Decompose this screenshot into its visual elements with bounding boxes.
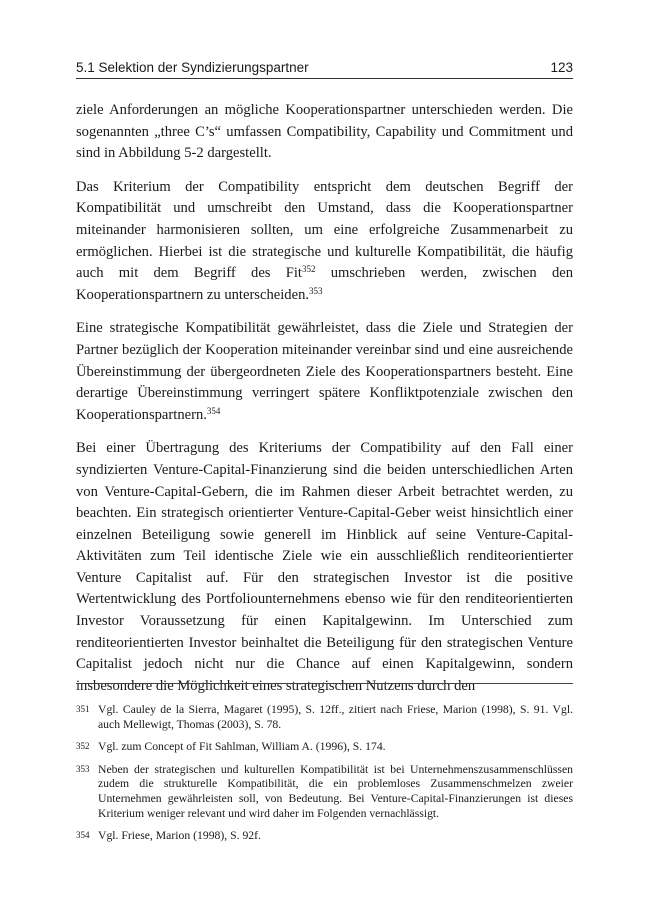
- paragraph: Eine strategische Kompatibilität gewährleistet, dass die Ziele und Strategien der Partner bezüglich der Kooperation miteinander vereinbar sind und eine ausreichende Übereinstimmung der übergeordneten Ziele des Kooperationspartners besteht. Eine derartige Übereinstimmung verringert spätere Konfliktpotenziale zwischen den Kooperationspartnern.$^{354}$: [76, 320, 573, 423]
- footnote-text: Vgl. Friese, Marion (1998), S. 92f.: [98, 829, 261, 843]
- footnote-ref[interactable]: 354: [206, 405, 221, 416]
- footnote: [76, 829, 573, 844]
- footnote-number: 354: [76, 830, 90, 841]
- footnote-number: 352: [76, 741, 90, 752]
- section-title: 5.1 Selektion der Syndizierungspartner: [76, 60, 309, 75]
- paragraph: Das Kriterium der Compatibility entspricht dem deutschen Begriff der Kompatibilität und umschreibt den Umstand, dass die Kooperationspartner miteinander harmonisieren sollten, um eine erfolgreiche Zusammenarbeit zu ermöglichen. Hierbei ist die strategische und kulturelle Kompatibilität, die häufig auch mit dem Begriff des Fit$^{352}$ umschrieben werden, zwischen den Kooperationspartnern zu unterscheiden.$^{353}$: [76, 178, 574, 303]
- footnotes: [76, 703, 573, 852]
- footnote-separator: [76, 683, 573, 684]
- body-text: [76, 100, 573, 709]
- footnote-text: Vgl. Cauley de la Sierra, Magaret (1995), S. 12ff., zitiert nach Friese, Marion (1998), S. 91. Vgl. auch Mellewigt, Thomas (2003), S. 78.: [98, 703, 573, 731]
- footnote: [76, 740, 573, 755]
- footnote-number: 351: [76, 704, 90, 714]
- running-header: [76, 60, 573, 79]
- footnote: [76, 703, 573, 732]
- footnote: [76, 763, 573, 821]
- footnote-text: Vgl. zum Concept of Fit Sahlman, William A. (1996), S. 174.: [98, 740, 386, 754]
- page-number: 123: [550, 60, 573, 75]
- footnote-number: 353: [76, 763, 90, 774]
- footnote-ref[interactable]: 353: [309, 285, 323, 296]
- footnote-ref[interactable]: 352: [301, 264, 316, 275]
- paragraph: Bei einer Übertragung des Kriteriums der Compatibility auf den Fall einer syndizierten Venture-Capital-Finanzierung sind die beiden unterschiedlichen Arten von Venture-Capital-Gebern, die im Rahmen dieser Arbeit betrachtet werden, zu beachten. Ein strategisch orientierter Venture-Capital-Geber weist hinsichtlich einer einzelnen Beteiligung sowie generell im Hinblick auf seine Venture-Capital-Aktivitäten zum Teil identische Ziele wie ein ausschließlich renditeorientierter Venture Capitalist auf. Für den strategischen Investor ist die positive Wertentwicklung des Portfoliounternehmens ebenso wie für den renditeorientierten Investor Voraussetzung für einen Kapitalgewinn. Im Unterschied zum renditeorientierten Investor beinhaltet die Beteiligung für den strategischen Venture Capitalist jedoch nicht nur die Chance auf einen Kapitalgewinn, sondern insbesondere die Möglichkeit eines strategischen Nutzens durch den: [76, 440, 573, 694]
- footnote-text: Neben der strategischen und kulturellen Kompatibilität ist bei Unternehmenszusammenschlüssen zudem die strukturelle Kompatibilität, die ein problemloses Zusammenschmelzen zweier Unternehmen gewährleisten soll, von Bedeutung. Bei Venture-Capital-Finanzierungen ist dieses Kriterium weniger relevant und wird daher im Folgenden vernachlässigt.: [98, 762, 573, 820]
- paragraph: ziele Anforderungen an mögliche Kooperationspartner unterschieden werden. Die sogenannten „three C’s“ umfassen Compatibility, Capability und Commitment und sind in Abbildung 5-2 dargestellt.: [76, 102, 573, 162]
